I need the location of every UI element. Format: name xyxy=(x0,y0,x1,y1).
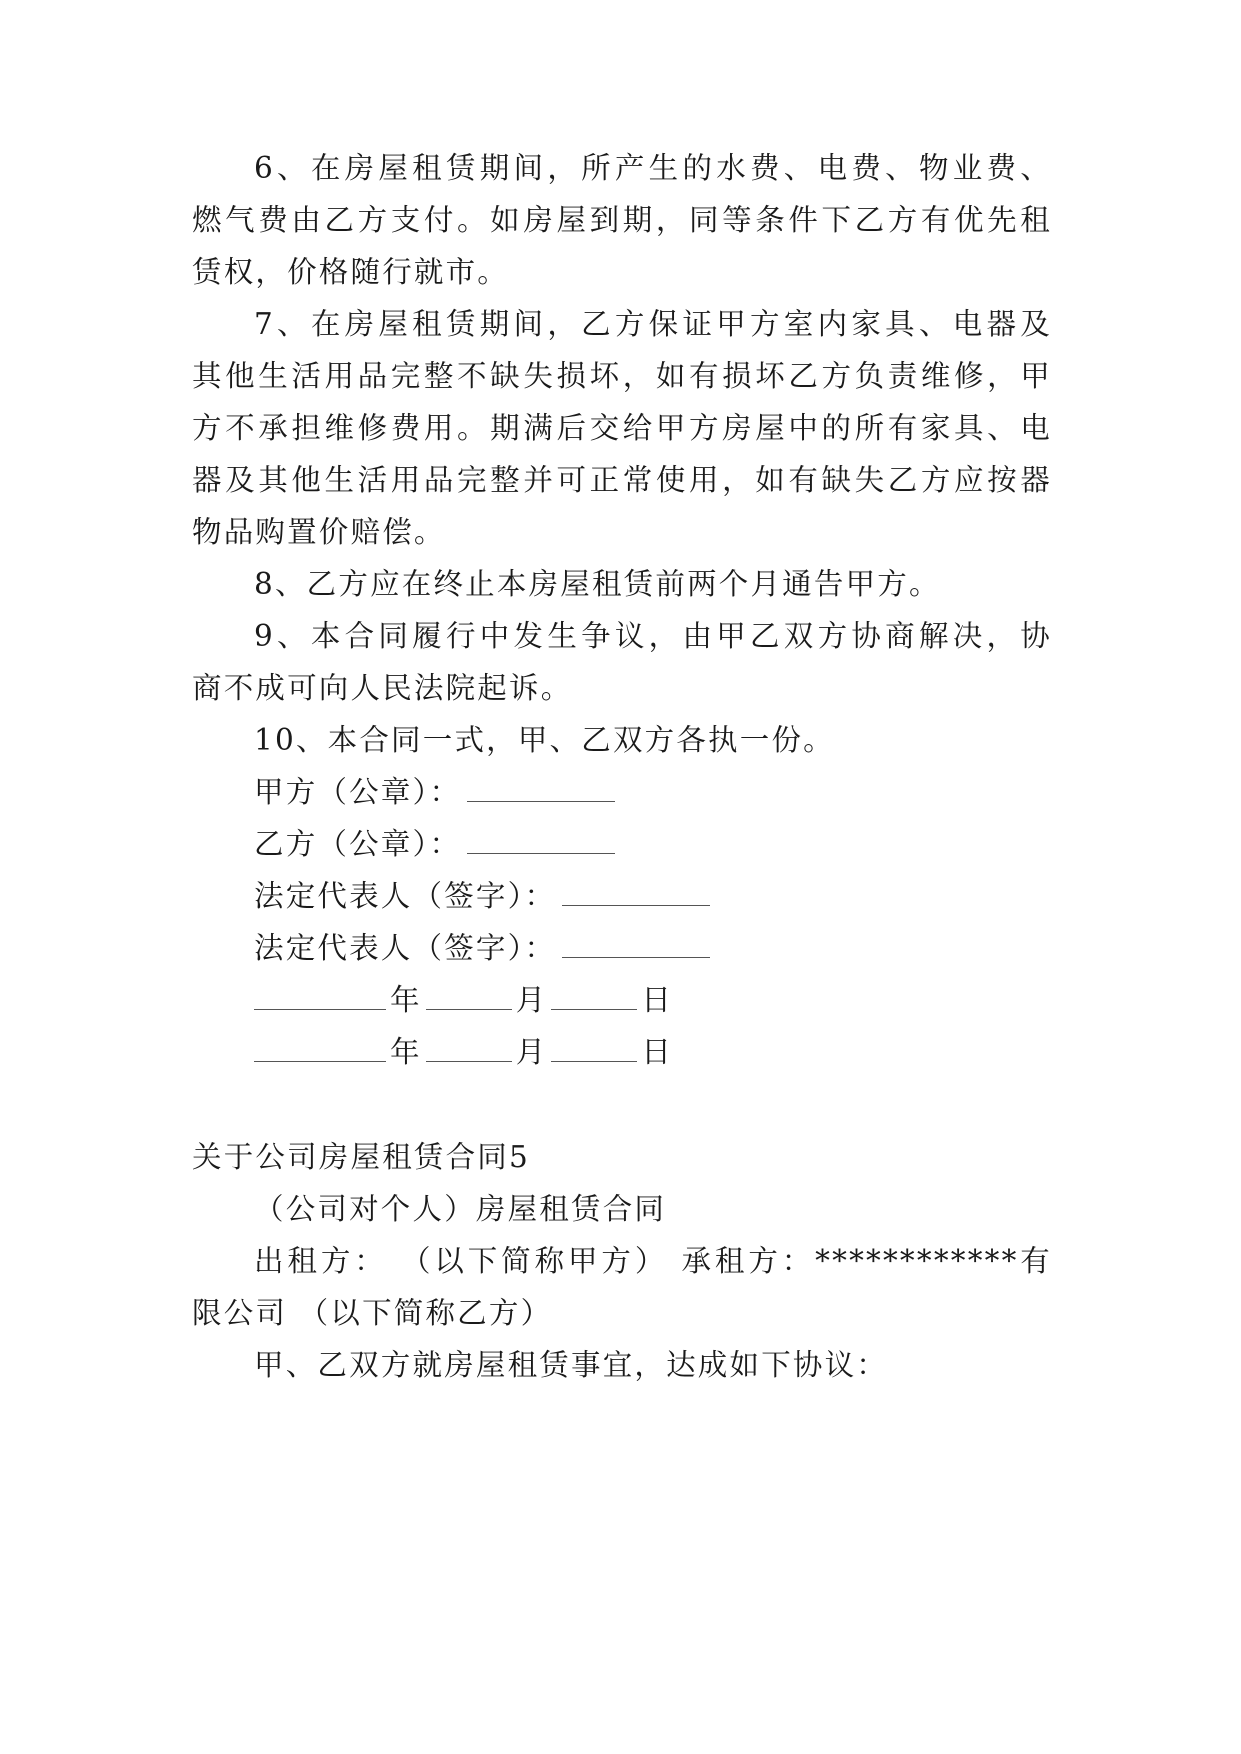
party-a-seal-label: 甲方（公章）： xyxy=(254,775,462,809)
date-b-month-label: 月 xyxy=(515,1035,548,1069)
rep-b-signature-blank[interactable] xyxy=(562,933,710,958)
clause-6-line-3: 赁权，价格随行就市。 xyxy=(192,255,510,289)
clause-6-line-2: 燃气费由乙方支付。如房屋到期，同等条件下乙方有优先租 xyxy=(192,203,1052,237)
party-b-seal-blank[interactable] xyxy=(467,829,615,854)
date-a-year-label: 年 xyxy=(390,983,422,1017)
clause-9-line-1: 9、本合同履行中发生争议，由甲乙双方协商解决，协 xyxy=(254,619,1052,653)
rep-a-signature-blank[interactable] xyxy=(562,881,710,906)
date-b-day-blank[interactable] xyxy=(551,1037,637,1062)
clause-7-line-2: 其他生活用品完整不缺失损坏，如有损坏乙方负责维修，甲 xyxy=(192,359,1052,393)
date-a-day-label: 日 xyxy=(641,983,674,1017)
date-a-year-blank[interactable] xyxy=(254,985,386,1010)
date-b-day-label: 日 xyxy=(641,1035,674,1069)
party-a-seal-blank[interactable] xyxy=(467,777,615,802)
date-b-year-label: 年 xyxy=(390,1035,422,1069)
date-a-month-label: 月 xyxy=(515,983,548,1017)
date-b-year-blank[interactable] xyxy=(254,1037,386,1062)
party-b-seal-label: 乙方（公章）： xyxy=(254,827,462,861)
clause-7-line-5: 物品购置价赔偿。 xyxy=(192,515,446,549)
rep-b-signature-label: 法定代表人（签字）： xyxy=(254,931,557,965)
rep-b-signature-row xyxy=(254,919,1114,977)
section-5-heading: 关于公司房屋租赁合同5 xyxy=(192,1140,530,1174)
section-5-agreement: 甲、乙双方就房屋租赁事宜，达成如下协议： xyxy=(254,1348,889,1382)
date-row-a xyxy=(254,971,1114,1029)
date-a-day-blank[interactable] xyxy=(551,985,637,1010)
date-row-b xyxy=(254,1023,1114,1081)
clause-7-line-1: 7、在房屋租赁期间，乙方保证甲方室内家具、电器及 xyxy=(254,307,1052,341)
section-5-subtitle: （公司对个人）房屋租赁合同 xyxy=(254,1192,667,1226)
section-5-parties-line-1: 出租方： （以下简称甲方） 承租方：************有 xyxy=(254,1244,1052,1278)
rep-a-signature-row xyxy=(254,867,1114,925)
date-a-month-blank[interactable] xyxy=(426,985,512,1010)
clause-7-line-3: 方不承担维修费用。期满后交给甲方房屋中的所有家具、电 xyxy=(192,411,1052,445)
clause-7-line-4: 器及其他生活用品完整并可正常使用，如有缺失乙方应按器 xyxy=(192,463,1052,497)
clause-6-line-1: 6、在房屋租赁期间，所产生的水费、电费、物业费、 xyxy=(254,151,1052,185)
party-a-seal-row xyxy=(254,763,1114,821)
clause-8: 8、乙方应在终止本房屋租赁前两个月通告甲方。 xyxy=(254,567,941,601)
clause-9-line-2: 商不成可向人民法院起诉。 xyxy=(192,671,573,705)
date-b-month-blank[interactable] xyxy=(426,1037,512,1062)
section-5-parties-line-2: 限公司 （以下简称乙方） xyxy=(192,1296,553,1330)
clause-10: 10、本合同一式，甲、乙双方各执一份。 xyxy=(254,723,835,757)
rep-a-signature-label: 法定代表人（签字）： xyxy=(254,879,557,913)
party-b-seal-row xyxy=(254,815,1114,873)
